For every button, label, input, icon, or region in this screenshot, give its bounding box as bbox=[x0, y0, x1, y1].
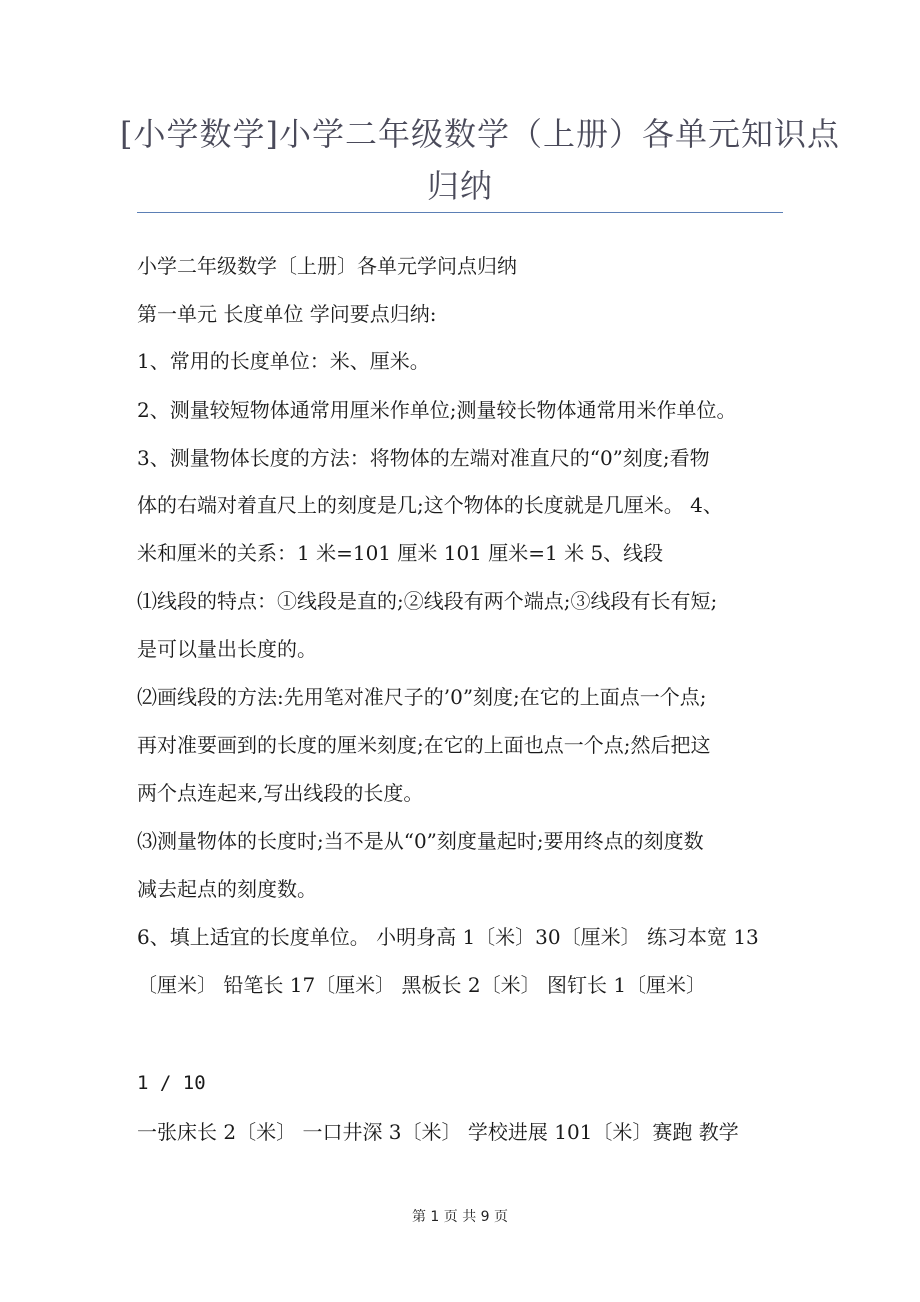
paragraph-line: 3、测量物体长度的方法：将物体的左端对准直尺的“0”刻度;看物 bbox=[137, 446, 710, 470]
paragraph-line: 再对准要画到的长度的厘米刻度;在它的上面也点一个点;然后把这 bbox=[137, 733, 711, 757]
paragraph-line: 2、测量较短物体通常用厘米作单位;测量较长物体通常用米作单位。 bbox=[137, 398, 737, 422]
page-footer: 第 1 页 共 9 页 bbox=[411, 1209, 509, 1225]
title-line-2: 归纳 bbox=[426, 167, 493, 205]
title-divider bbox=[137, 212, 783, 213]
title-line-1: [小学数学]小学二年级数学（上册）各单元知识点 bbox=[120, 115, 840, 153]
paragraph-line: 一张床长 2〔米〕 一口井深 3〔米〕 学校进展 101〔米〕赛跑 教学 bbox=[137, 1120, 739, 1144]
paragraph-line: 米和厘米的关系：1 米=101 厘米 101 厘米=1 米 5、线段 bbox=[137, 541, 664, 565]
paragraph-line: 两个点连起来,写出线段的长度。 bbox=[137, 781, 424, 805]
page-number: 1 / 10 bbox=[137, 1072, 206, 1094]
paragraph-line: 减去起点的刻度数。 bbox=[137, 877, 317, 901]
paragraph-line: 体的右端对着直尺上的刻度是几;这个物体的长度就是几厘米。 4、 bbox=[137, 493, 723, 517]
paragraph-line: ⑵画线段的方法:先用笔对准尺子的’0”刻度;在它的上面点一个点; bbox=[137, 685, 707, 709]
paragraph-line: 6、填上适宜的长度单位。 小明身高 1〔米〕30〔厘米〕 练习本宽 13 bbox=[137, 925, 759, 949]
section-heading: 第一单元 长度单位 学问要点归纳: bbox=[137, 302, 437, 326]
document-title bbox=[120, 108, 840, 212]
paragraph-line: 〔厘米〕 铅笔长 17〔厘米〕 黑板长 2〔米〕 图钉长 1〔厘米〕 bbox=[137, 973, 707, 997]
paragraph-line: 1、常用的长度单位：米、厘米。 bbox=[137, 349, 430, 373]
paragraph-line: ⑴线段的特点：①线段是直的;②线段有两个端点;③线段有长有短; bbox=[137, 589, 718, 613]
paragraph-line: 是可以量出长度的。 bbox=[137, 637, 317, 661]
subtitle-line: 小学二年级数学〔上册〕各单元学问点归纳 bbox=[137, 254, 517, 278]
paragraph-line: ⑶测量物体的长度时;当不是从“0”刻度量起时;要用终点的刻度数 bbox=[137, 829, 704, 853]
